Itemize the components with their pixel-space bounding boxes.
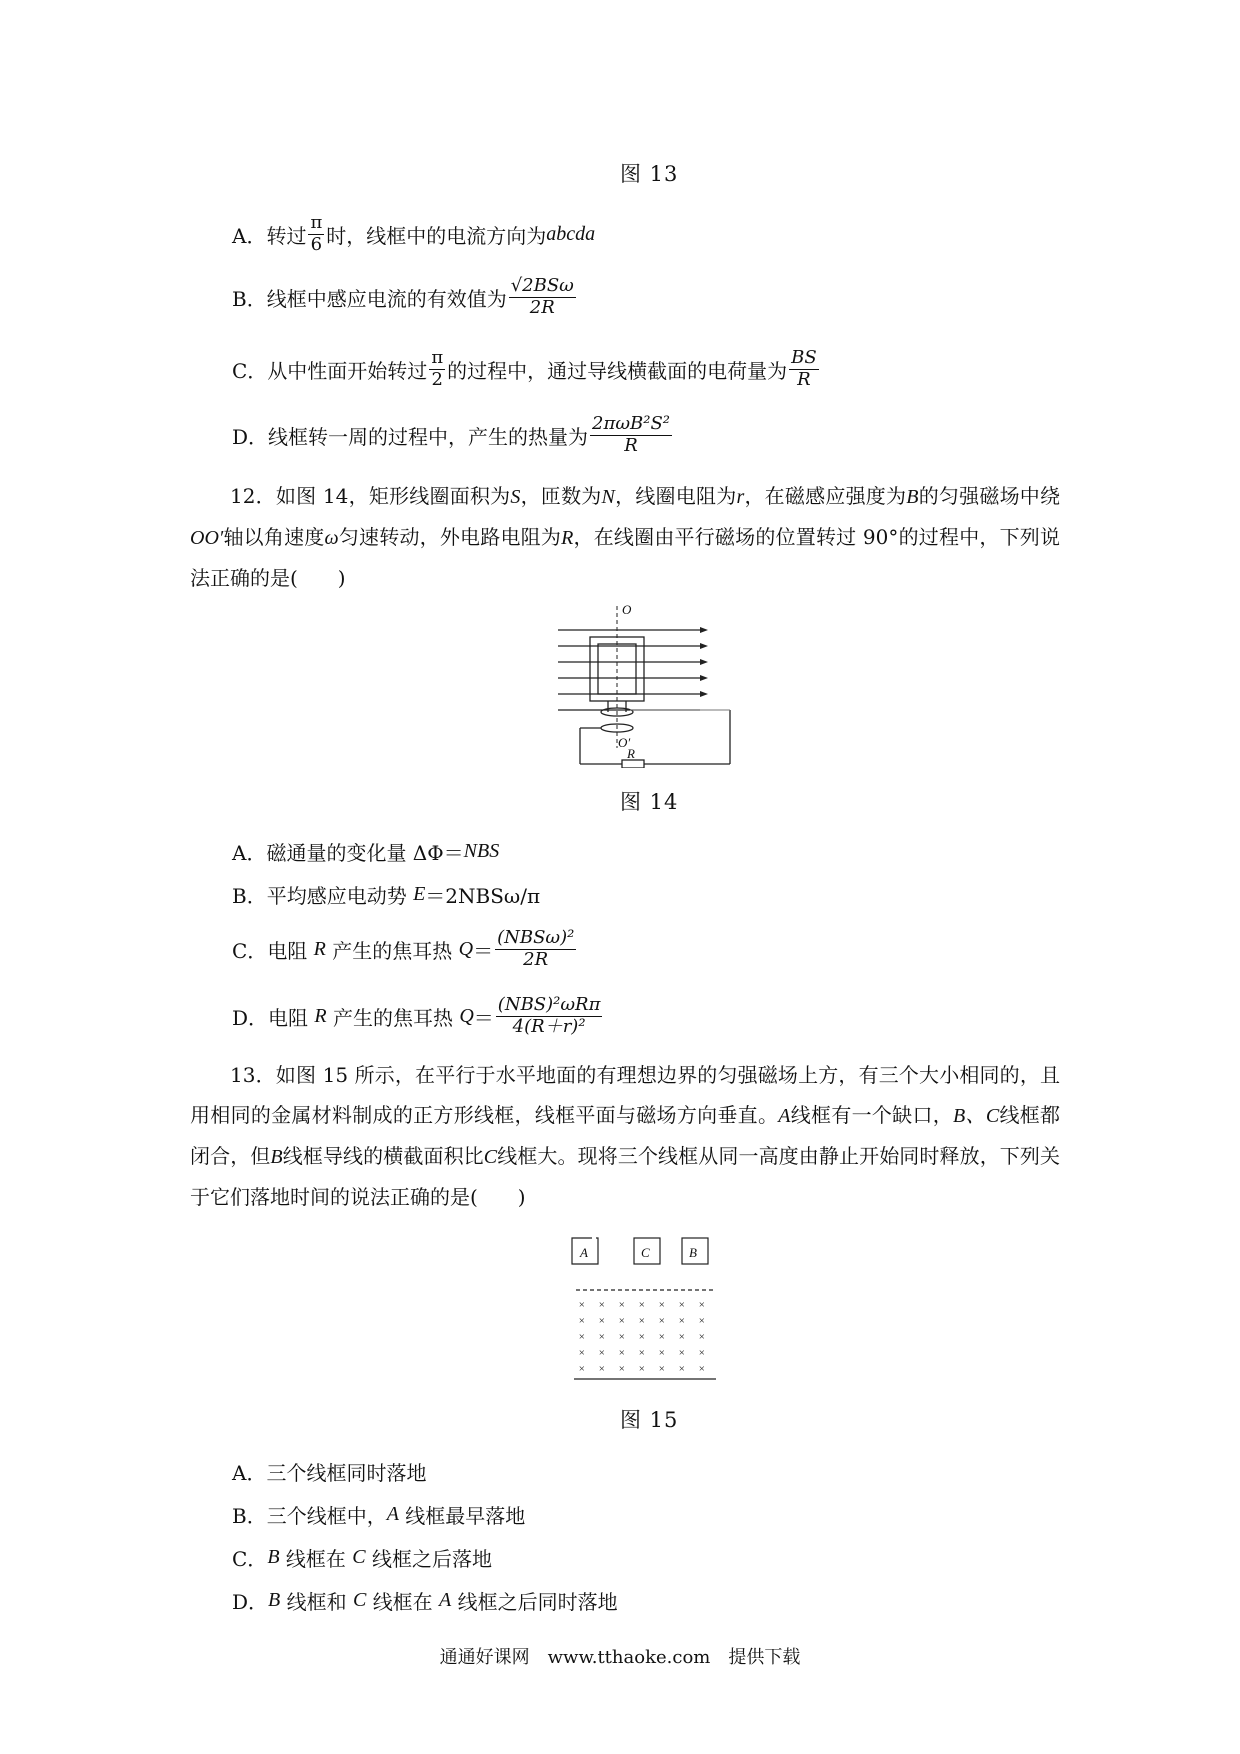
svg-text:C: C bbox=[641, 1245, 650, 1260]
fraction: $\frac{\text{2πωB²S²}}{R}$ bbox=[592, 413, 670, 456]
q13-option-b[interactable]: B． 三个线框中， A 线框最早落地 bbox=[232, 1503, 526, 1528]
label-r: R bbox=[627, 746, 635, 761]
field-cross: × bbox=[658, 1331, 666, 1343]
fraction: $\frac{\pi}{2}$ bbox=[431, 347, 444, 390]
fraction: $\frac{\text{√2BSω}}{2R}$ bbox=[510, 275, 574, 318]
fraction: $\frac{\text{(NBS)²ωRπ}}{\text{4(R＋r)²}}$ bbox=[497, 994, 601, 1037]
field-cross: × bbox=[578, 1299, 586, 1311]
svg-text:A: A bbox=[580, 1245, 588, 1260]
field-cross: × bbox=[578, 1347, 586, 1359]
field-cross: × bbox=[618, 1331, 626, 1343]
field-cross: × bbox=[578, 1363, 586, 1375]
field-cross: × bbox=[678, 1363, 686, 1375]
field-cross: × bbox=[678, 1299, 686, 1311]
field-cross: × bbox=[678, 1331, 686, 1343]
fraction: $\frac{\pi}{6}$ bbox=[310, 212, 323, 255]
q12-option-b[interactable]: B． 平均感应电动势 E ＝2NBSω/π bbox=[232, 883, 541, 908]
fraction: $\frac{\text{(NBSω)²}}{2R}$ bbox=[497, 927, 575, 970]
figure-15-caption: 图 15 bbox=[620, 1408, 679, 1432]
label-o: O bbox=[622, 602, 632, 617]
field-cross: × bbox=[618, 1315, 626, 1327]
q13-stem: 13．如图 15 所示，在平行于水平地面的有理想边界的匀强磁场上方，有三个大小相同的，且用相同的金属材料制成的正方形线框，线框平面与磁场方向垂直。A线框有一个缺口，B、C线框都闭合，但B线框导线的横截面积比C线框大。现将三个线框从同一高度由静止开始同时释放，下列关于它们落地时间的说法正确的是( ) bbox=[190, 1063, 1061, 1209]
field-cross: × bbox=[598, 1363, 606, 1375]
field-cross: × bbox=[638, 1315, 646, 1327]
q11-option-c[interactable]: C． 从中性面开始转过 $\frac{\pi}{2}$ 的过程中，通过导线横截面的电荷量为 $\frac{BS}{R}$ bbox=[232, 347, 817, 390]
field-cross: × bbox=[618, 1299, 626, 1311]
q12-option-d[interactable]: D． 电阻 R 产生的焦耳热 Q ＝ $\frac{\text{(NBS)²ωRπ}}{\text{4(R＋r)²}}$ bbox=[232, 994, 601, 1037]
field-cross: × bbox=[578, 1331, 586, 1343]
field-cross: × bbox=[658, 1315, 666, 1327]
q11-option-a[interactable]: A． 转过 $\frac{\pi}{6}$ 时，线框中的电流方向为 abcda bbox=[232, 212, 596, 255]
field-cross: × bbox=[698, 1331, 706, 1343]
field-cross: × bbox=[658, 1347, 666, 1359]
field-cross: × bbox=[658, 1299, 666, 1311]
q12-option-a[interactable]: A． 磁通量的变化量 ΔΦ＝ NBS bbox=[232, 840, 500, 865]
field-cross: × bbox=[598, 1347, 606, 1359]
q11-option-b[interactable]: B． 线框中感应电流的有效值为 $\frac{\text{√2BSω}}{2R}$ bbox=[232, 275, 574, 318]
magnetic-field-crosses bbox=[578, 1299, 705, 1375]
field-cross: × bbox=[638, 1363, 646, 1375]
field-cross: × bbox=[678, 1347, 686, 1359]
label-o-prime: O′ bbox=[618, 735, 631, 750]
field-cross: × bbox=[638, 1331, 646, 1343]
figure-14-caption: 图 14 bbox=[620, 790, 679, 814]
q13-option-d[interactable]: D． B 线框和 C 线框在 A 线框之后同时落地 bbox=[232, 1589, 618, 1614]
page-footer: 通通好课网 www.tthaoke.com 提供下载 bbox=[439, 1647, 801, 1668]
q13-option-a[interactable]: A． 三个线框同时落地 bbox=[232, 1461, 427, 1485]
fraction: $\frac{BS}{R}$ bbox=[791, 347, 817, 390]
q11-option-d[interactable]: D． 线框转一周的过程中，产生的热量为 $\frac{\text{2πωB²S²}}{R}$ bbox=[232, 413, 670, 456]
field-cross: × bbox=[658, 1363, 666, 1375]
field-cross: × bbox=[638, 1347, 646, 1359]
q12-stem: 12．如图 14，矩形线圈面积为S，匝数为N，线圈电阻为r，在磁感应强度为B的匀强磁场中绕OO′轴以角速度ω匀速转动，外电路电阻为R，在线圈由平行磁场的位置转过 90°的过程中，下列说法正确的是( ) bbox=[190, 484, 1061, 590]
figure-13-caption: 图 13 bbox=[620, 162, 679, 186]
svg-text:B: B bbox=[689, 1245, 697, 1260]
field-cross: × bbox=[578, 1315, 586, 1327]
q13-option-c[interactable]: C． B 线框在 C 线框之后落地 bbox=[232, 1546, 492, 1571]
field-cross: × bbox=[638, 1299, 646, 1311]
figure-15-diagram bbox=[570, 1236, 720, 1382]
q12-option-c[interactable]: C． 电阻 R 产生的焦耳热 Q ＝ $\frac{\text{(NBSω)²}}{2R}$ bbox=[232, 927, 575, 970]
field-cross: × bbox=[598, 1331, 606, 1343]
field-cross: × bbox=[618, 1363, 626, 1375]
field-cross: × bbox=[598, 1315, 606, 1327]
field-cross: × bbox=[698, 1347, 706, 1359]
field-cross: × bbox=[598, 1299, 606, 1311]
field-cross: × bbox=[698, 1363, 706, 1375]
field-cross: × bbox=[678, 1315, 686, 1327]
field-cross: × bbox=[618, 1347, 626, 1359]
figure-14-diagram bbox=[540, 600, 740, 768]
field-cross: × bbox=[698, 1299, 706, 1311]
field-cross: × bbox=[698, 1315, 706, 1327]
